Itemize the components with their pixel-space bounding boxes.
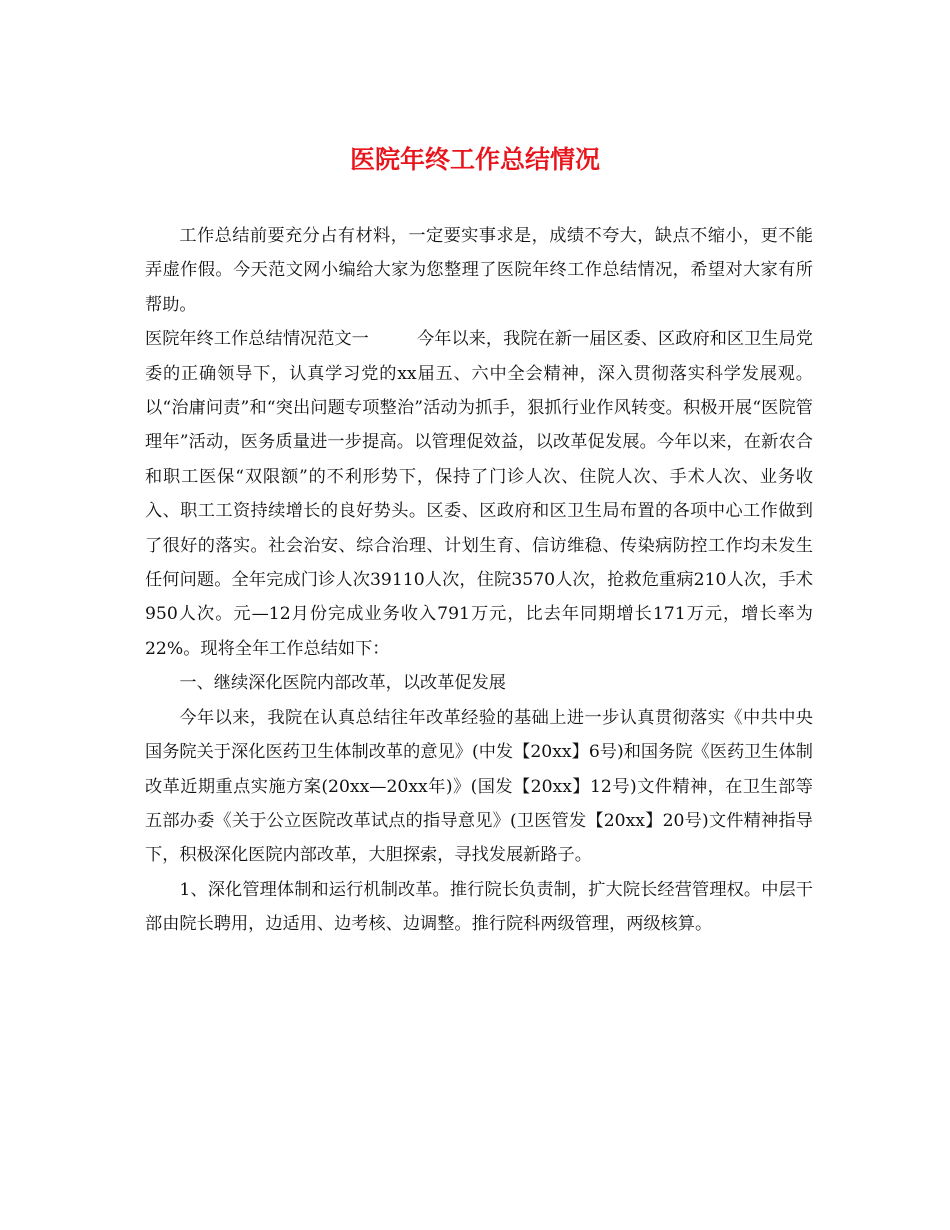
paragraph-2: 今年以来，我院在认真总结往年改革经验的基础上进一步认真贯彻落实《中共中央国务院关于深化医药卫生体制改革的意见》(中发【20xx】6号)和国务院《医药卫生体制改革近期重点实施方案(20xx—20xx年)》(国发【20xx】12号)文件精神，在卫生部等五部办委《关于公立医院改革试点的指导意见》(卫医管发【20xx】20号)文件精神指导下，积极深化医院内部改革，大胆探索，寻找发展新路子。 [145,707,813,866]
paragraph-3: 1、深化管理体制和运行机制改革。推行院长负责制，扩大院长经营管理权。中层干部由院长聘用，边适用、边考核、边调整。推行院科两级管理，两级核算。 [145,879,813,935]
heading-1: 一、继续深化医院内部改革，以改革促发展 [179,673,506,694]
document-body [145,219,813,942]
section-paragraph [145,322,813,666]
paragraph-1: 今年以来，我院在新一届区委、区政府和区卫生局党委的正确领导下，认真学习党的xx届五、六中全会精神，深入贯彻落实科学发展观。以“治庸问责”和“突出问题专项整治”活动为抓手，狠抓行业作风转变。积极开展“医院管理年”活动，医务质量进一步提高。以管理促效益，以改革促发展。今年以来，在新农合和职工医保“双限额”的不利形势下，保持了门诊人次、住院人次、手术人次、业务收入、职工工资持续增长的良好势头。区委、区政府和区卫生局布置的各项中心工作做到了很好的落实。社会治安、综合治理、计划生育、信访维稳、传染病防控工作均未发生任何问题。全年完成门诊人次39110人次，住院3570人次，抢救危重病210人次，手术950人次。元—12月份完成业务收入791万元，比去年同期增长171万元，增长率为22%。现将全年工作总结如下： [145,329,813,659]
document-title: 医院年终工作总结情况 [349,145,600,174]
section-label: 医院年终工作总结情况范文一 [145,329,369,350]
intro-paragraph: 工作总结前要充分占有材料，一定要实事求是，成绩不夸大，缺点不缩小，更不能弄虚作假。今天范文网小编给大家为您整理了医院年终工作总结情况，希望对大家有所帮助。 [145,226,813,315]
